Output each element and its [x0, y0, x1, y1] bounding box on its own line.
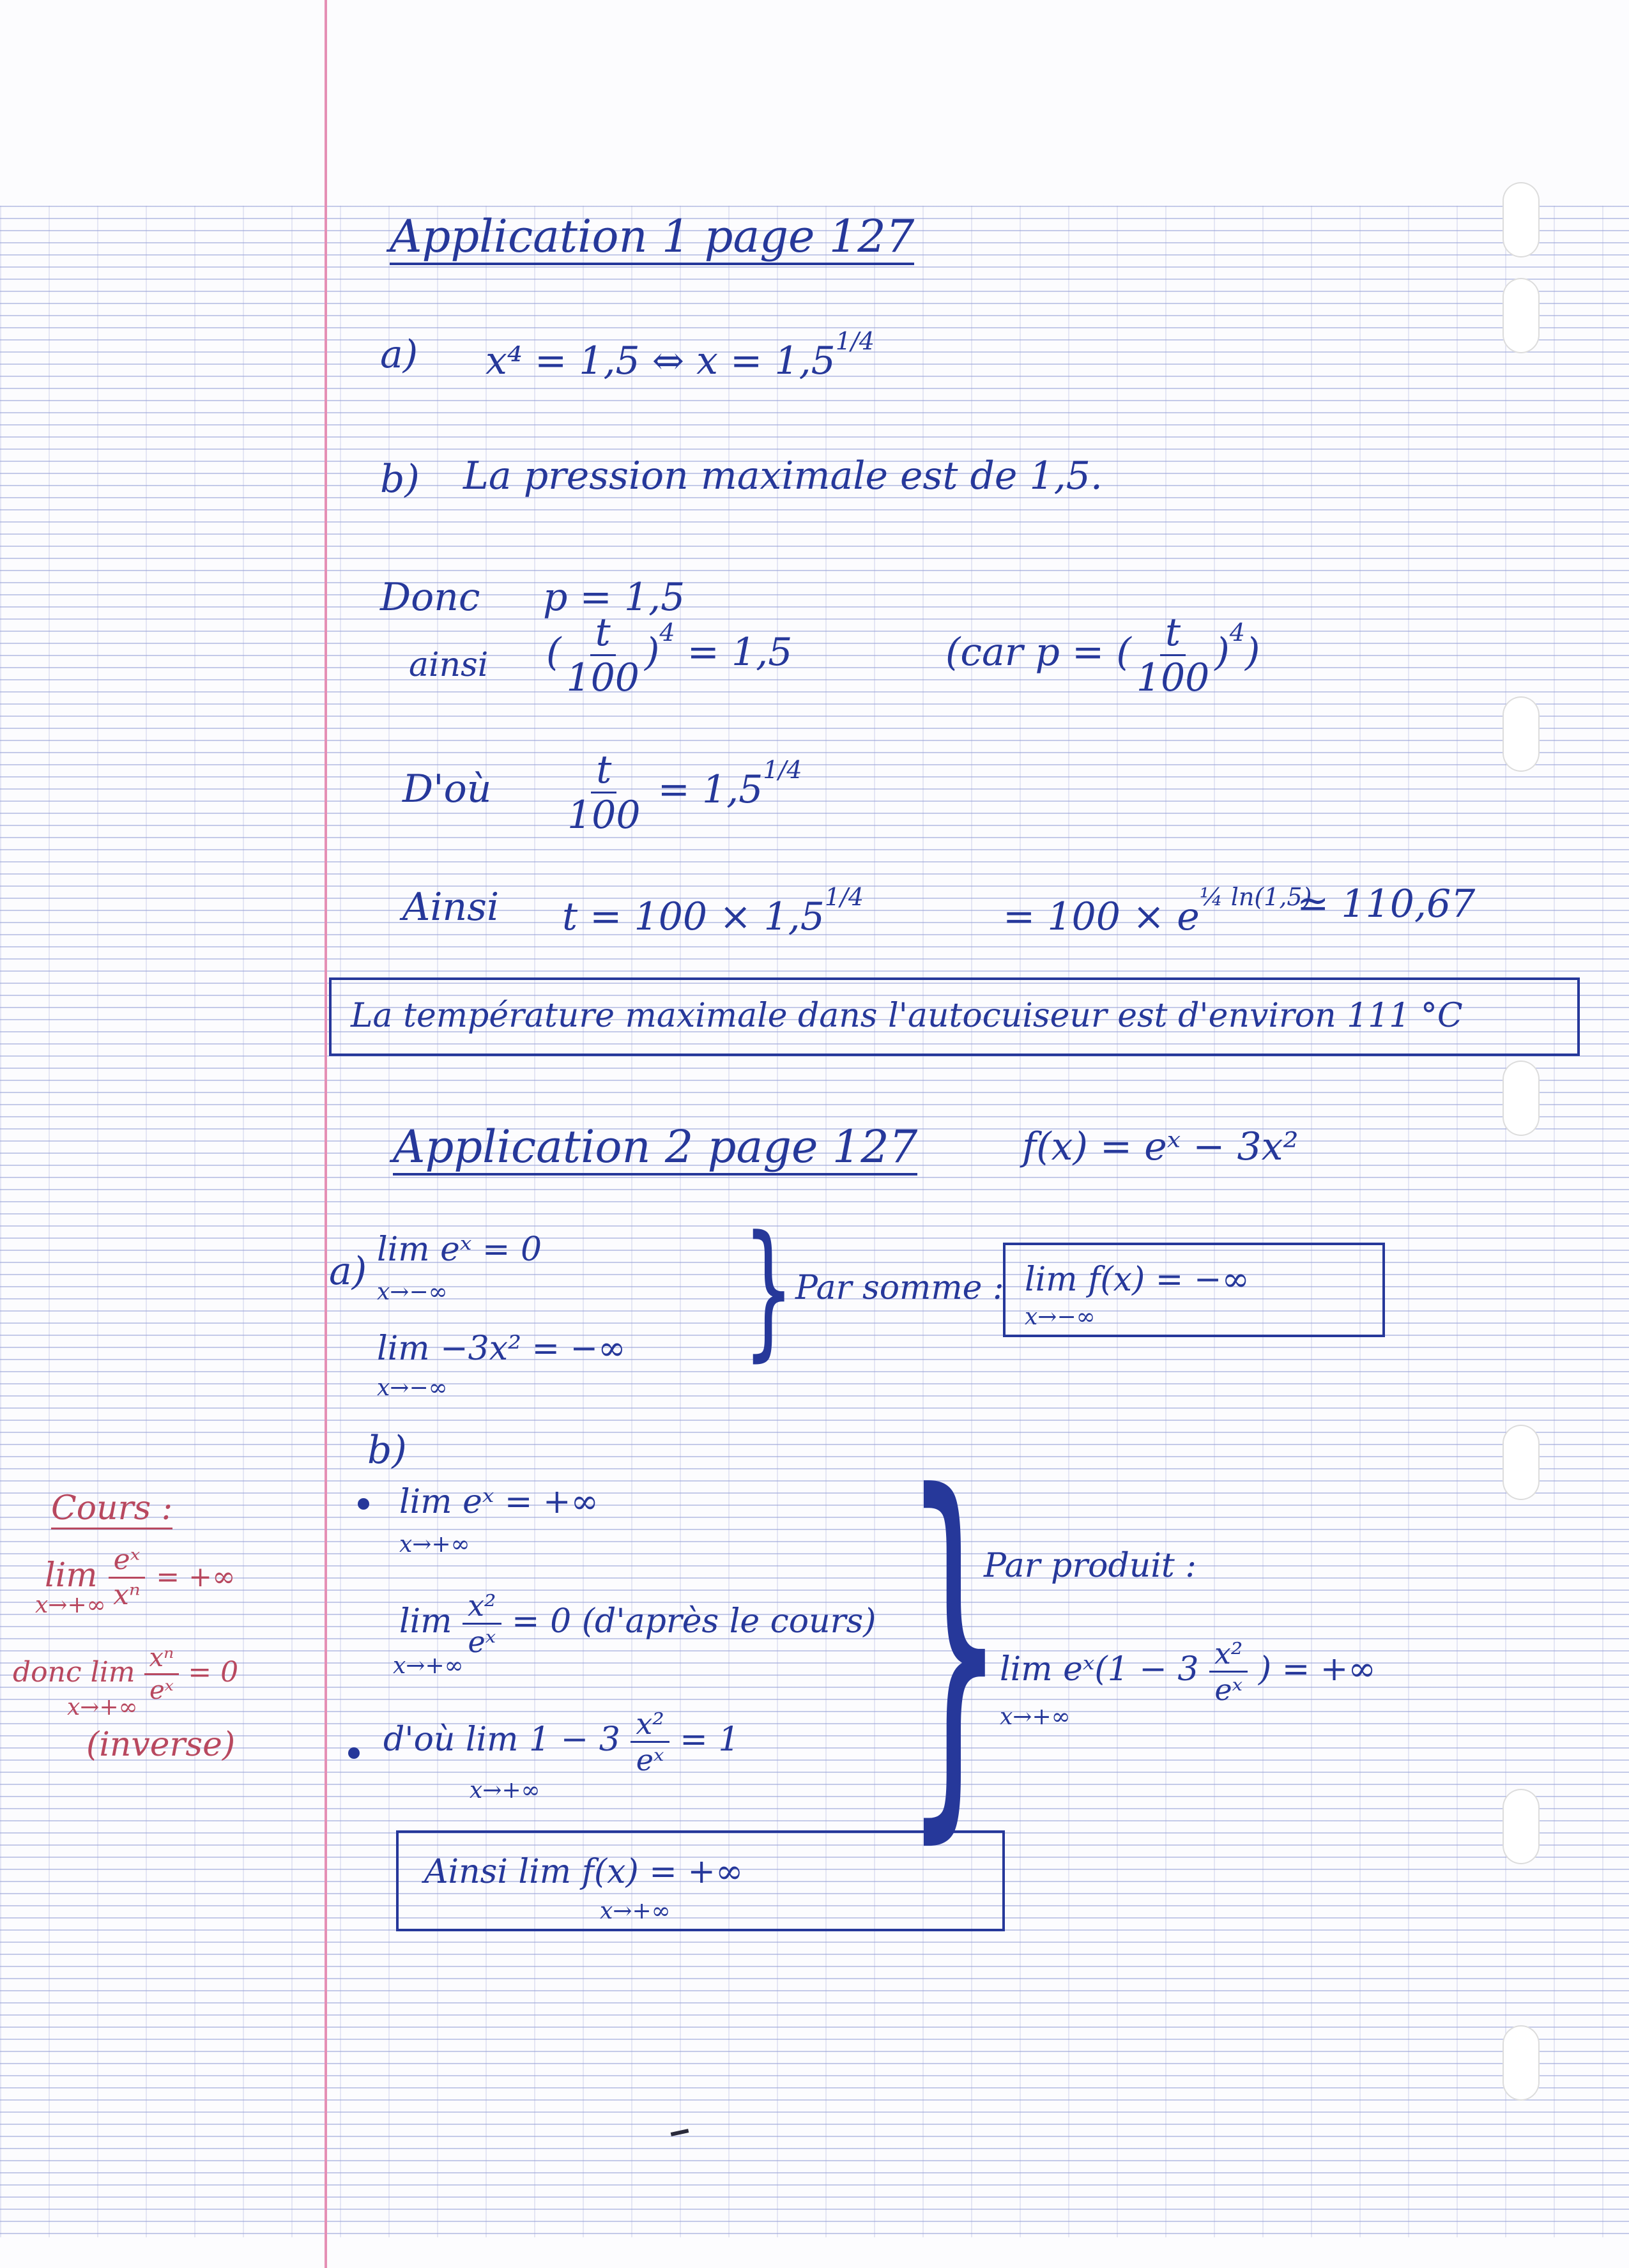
app2-a-lim1: lim eˣ = 0 [377, 1230, 542, 1269]
paren-close: ) [644, 630, 660, 675]
bullet-icon [348, 1747, 360, 1759]
margin-note-line1-sub: x→+∞ [35, 1592, 106, 1618]
equation-rhs: = 0 [188, 1656, 239, 1689]
exponent: ¼ ln(1,5) [1199, 883, 1312, 911]
app2-a-result-box [1003, 1243, 1385, 1337]
app2-b-final: Ainsi lim f(x) = +∞ [424, 1853, 744, 1891]
fraction-denominator: eˣ [636, 1743, 664, 1777]
punch-hole [1503, 278, 1540, 353]
app2-b-final-sub: x→+∞ [600, 1898, 671, 1924]
app1-ainsi2-equation [562, 883, 864, 939]
app2-b-label: b) [367, 1428, 407, 1473]
app1-donc-equation: p = 1,5 [543, 575, 685, 620]
exponent: 1/4 [824, 883, 864, 911]
fraction-numerator: x² [631, 1709, 669, 1743]
punch-hole [1503, 1789, 1540, 1864]
app2-a-lim1-sub: x→−∞ [377, 1279, 448, 1305]
equation-rhs: ) = +∞ [1258, 1650, 1376, 1689]
app2-a-label: a) [329, 1249, 367, 1294]
lim-expression: d'où lim 1 − 3 [383, 1720, 620, 1759]
app1-a-equation-text: x⁴ = 1,5 ⇔ x = 1,5 [486, 339, 836, 383]
lim-word: lim [45, 1556, 98, 1595]
app1-ainsi2-word: Ainsi [402, 885, 500, 930]
lim-expression: lim eˣ(1 − 3 [1000, 1650, 1199, 1689]
fraction-denominator: eˣ [1214, 1673, 1243, 1707]
app2-a-result-sub: x→−∞ [1025, 1304, 1096, 1330]
fraction-numerator: t [1160, 613, 1186, 656]
exponent: 4 [659, 618, 675, 647]
equation-rhs: = 1,5 [687, 630, 793, 675]
fraction-denominator: 100 [566, 655, 639, 700]
app1-conclusion-text: La température maximale dans l'autocuiseur est d'environ 111 °C [351, 997, 1463, 1035]
margin-note-line2-sub: x→+∞ [67, 1694, 138, 1720]
fraction-denominator: eˣ [468, 1625, 496, 1659]
lim-word: lim [399, 1602, 452, 1641]
fraction-denominator: 100 [567, 793, 641, 838]
app1-a-label: a) [380, 332, 418, 377]
fraction-denominator: 100 [1136, 655, 1210, 700]
equation-rhs: = 1 [680, 1720, 740, 1759]
app2-a-por-somme: Par somme : [795, 1269, 1004, 1307]
stray-mark [671, 2129, 689, 2136]
app2-b-product [1000, 1636, 1376, 1707]
app2-b-lim1: lim eˣ = +∞ [399, 1483, 599, 1521]
app2-b-lim2 [399, 1588, 876, 1659]
punch-hole [1503, 1061, 1540, 1136]
app1-a-exponent: 1/4 [835, 327, 875, 355]
exponent: 1/4 [763, 756, 802, 785]
app2-b-lim2-sub: x→+∞ [393, 1653, 464, 1679]
punch-hole [1503, 182, 1540, 257]
margin-line [325, 0, 327, 2268]
fraction-numerator: t [591, 751, 616, 793]
fraction-numerator: xⁿ [144, 1645, 180, 1675]
exponential-base: = 100 × e [1003, 894, 1200, 939]
margin-note-heading: Cours : [51, 1492, 172, 1529]
app2-a-lim2-sub: x→−∞ [377, 1375, 448, 1401]
punch-hole [1503, 2025, 1540, 2101]
app2-a-result: lim f(x) = −∞ [1025, 1260, 1250, 1299]
app2-b-lim3 [383, 1706, 740, 1777]
app1-conclusion-box [329, 977, 1580, 1056]
margin-note-line3: (inverse) [86, 1726, 236, 1764]
lim-expression: donc lim [13, 1656, 135, 1689]
fraction-denominator: eˣ [149, 1676, 174, 1705]
curly-brace-icon: } [742, 1205, 795, 1375]
fraction-numerator: t [590, 613, 616, 656]
fraction-numerator: eˣ [109, 1546, 146, 1579]
app1-car-remark [945, 610, 1260, 700]
bullet-icon [358, 1498, 369, 1510]
app1-ainsi-equation [546, 610, 793, 700]
equation-rhs: = +∞ [156, 1561, 236, 1593]
app1-title: Application 1 page 127 [390, 214, 914, 265]
app2-function: f(x) = eˣ − 3x² [1022, 1124, 1299, 1169]
fraction-denominator: xⁿ [113, 1579, 141, 1611]
app2-b-par-produit: Par produit : [984, 1547, 1197, 1585]
app1-b-text: La pression maximale est de 1,5. [463, 454, 1103, 498]
app1-ainsi2-exponential [1003, 883, 1312, 939]
app2-a-lim2: lim −3x² = −∞ [377, 1329, 626, 1368]
app2-b-lim3-sub: x→+∞ [470, 1777, 540, 1804]
app1-ainsi-word: ainsi [409, 646, 489, 684]
fraction-numerator: x² [1209, 1639, 1248, 1673]
fraction-numerator: x² [463, 1591, 501, 1625]
app1-a-equation [486, 327, 875, 383]
punch-hole [1503, 1425, 1540, 1500]
paren-open: ( [1116, 630, 1131, 675]
exponent: 4 [1229, 618, 1245, 647]
equation-text: t = 100 × 1,5 [562, 894, 825, 939]
equation-rhs: = 0 (d'après le cours) [512, 1602, 876, 1641]
app2-b-lim1-sub: x→+∞ [399, 1531, 470, 1558]
paren-open: ( [546, 630, 562, 675]
app1-donc-word: Donc [380, 575, 480, 620]
app1-ainsi2-result: ≃ 110,67 [1297, 882, 1476, 926]
car-open: (car p = [945, 630, 1105, 675]
car-close: ) [1244, 630, 1260, 675]
paren-close: ) [1214, 630, 1230, 675]
app2-b-final-box [396, 1830, 1005, 1931]
app1-b-label: b) [380, 457, 420, 502]
punch-hole [1503, 696, 1540, 772]
curly-brace-icon: } [904, 1414, 1005, 1875]
equation-rhs: = 1,5 [657, 767, 763, 813]
app2-title: Application 2 page 127 [393, 1124, 917, 1176]
app1-dou-word: D'où [402, 767, 492, 811]
app1-dou-equation [562, 747, 802, 838]
app2-b-product-sub: x→+∞ [1000, 1704, 1071, 1730]
